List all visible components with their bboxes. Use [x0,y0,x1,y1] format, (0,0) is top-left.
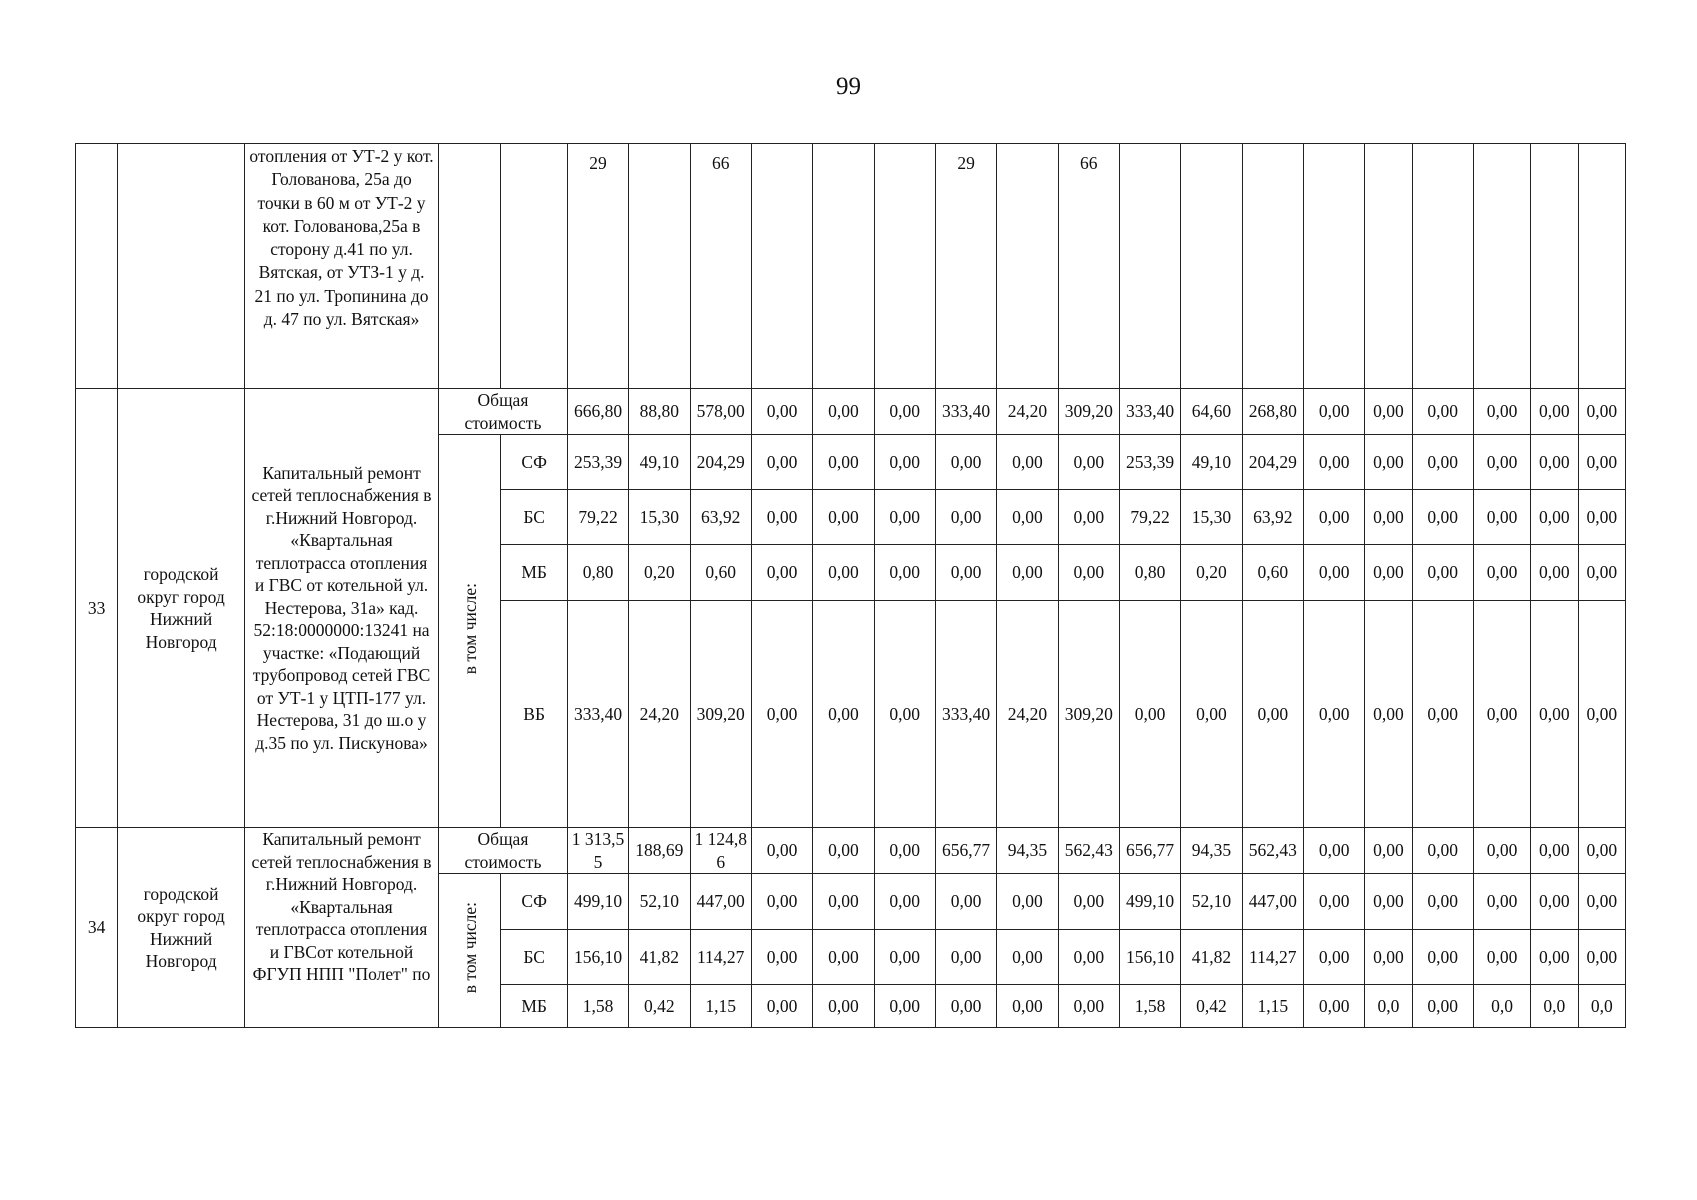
value-cell: 0,00 [1531,874,1578,930]
value-cell: 79,22 [1119,490,1180,545]
value-cell [1531,144,1578,389]
value-cell: 29 [935,144,996,389]
value-cell: 309,20 [690,601,751,828]
value-cell: 447,00 [1242,874,1303,930]
value-cell: 156,10 [567,930,628,985]
municipality-cell: городской округ город Нижний Новгород [118,389,245,828]
value-cell: 0,80 [1119,545,1180,601]
value-cell: 66 [690,144,751,389]
in-total-label: в том числе: [459,582,480,674]
value-cell: 666,80 [567,389,628,435]
value-cell: 656,77 [935,828,996,874]
table-row [76,828,1626,874]
value-cell [1181,144,1242,389]
value-cell [1242,144,1303,389]
value-cell: 0,00 [1412,389,1473,435]
value-cell: 0,20 [629,545,690,601]
municipality-cell: городской округ город Нижний Новгород [118,828,245,1028]
value-cell: 204,29 [1242,435,1303,490]
value-cell: 0,00 [1119,601,1180,828]
value-cell: 0,00 [935,985,996,1028]
value-cell: 0,00 [1365,828,1412,874]
value-cell: 79,22 [567,490,628,545]
value-cell: 0,00 [935,435,996,490]
value-cell: 0,00 [1303,545,1364,601]
value-cell: 0,00 [1058,985,1119,1028]
value-cell: 0,00 [874,930,935,985]
value-cell: 0,00 [1412,601,1473,828]
project-description: Капитальный ремонт сетей теплоснабжения в г.Нижний Новгород. «Квартальная теплотрасса отопления и ГВС от котельной ул. Нестерова, 31а» кад. 52:18:0000000:13241 на участке: «Подающий трубопровод сетей ГВС от УТ-1 у ЦТП-177 ул. Нестерова, 31 до ш.о у д.35 по ул. Пискунова» [244,389,438,828]
value-cell: 0,00 [1303,874,1364,930]
value-cell: 49,10 [1181,435,1242,490]
value-cell: 0,00 [1303,435,1364,490]
value-cell: 0,00 [1531,389,1578,435]
value-cell: 0,00 [751,985,812,1028]
value-cell: 0,60 [1242,545,1303,601]
value-cell: 0,00 [1242,601,1303,828]
funding-source-label: ВБ [501,601,567,828]
value-cell: 0,00 [1473,545,1530,601]
value-cell: 1 313,55 [567,828,628,874]
page-number: 99 [836,73,861,100]
value-cell: 0,00 [1058,435,1119,490]
value-cell: 578,00 [690,389,751,435]
value-cell: 1,15 [690,985,751,1028]
funding-source-label: СФ [501,874,567,930]
value-cell: 0,00 [1473,874,1530,930]
value-cell: 656,77 [1119,828,1180,874]
value-cell: 0,00 [1303,828,1364,874]
source-label-cell [501,144,567,389]
value-cell: 0,00 [997,985,1058,1028]
value-cell: 0,00 [1578,930,1626,985]
value-cell: 0,00 [813,874,874,930]
value-cell: 156,10 [1119,930,1180,985]
value-cell: 0,00 [751,828,812,874]
value-cell: 0,00 [1412,490,1473,545]
funding-source-label: МБ [501,545,567,601]
value-cell: 0,00 [935,545,996,601]
value-cell: 0,0 [1365,985,1412,1028]
value-cell: 0,00 [1531,601,1578,828]
value-cell: 0,00 [1531,435,1578,490]
value-cell: 0,0 [1578,985,1626,1028]
value-cell: 0,00 [1365,874,1412,930]
in-total-label: в том числе: [459,902,480,994]
value-cell: 0,00 [1412,874,1473,930]
value-cell: 0,00 [1058,490,1119,545]
value-cell: 0,00 [813,389,874,435]
value-cell: 204,29 [690,435,751,490]
row-number-cell: 33 [76,389,118,828]
value-cell: 333,40 [1119,389,1180,435]
value-cell [1412,144,1473,389]
value-cell [1365,144,1412,389]
value-cell: 0,00 [1181,601,1242,828]
value-cell: 0,00 [1303,601,1364,828]
table-row [76,144,1626,389]
value-cell: 0,00 [751,545,812,601]
value-cell: 0,00 [874,389,935,435]
value-cell: 52,10 [1181,874,1242,930]
project-description [244,144,438,389]
value-cell [1303,144,1364,389]
value-cell: 0,00 [1365,545,1412,601]
value-cell: 0,00 [1473,828,1530,874]
value-cell: 268,80 [1242,389,1303,435]
funding-source-label: БС [501,930,567,985]
value-cell: 63,92 [690,490,751,545]
value-cell [813,144,874,389]
value-cell: 0,00 [1303,930,1364,985]
value-cell: 0,60 [690,545,751,601]
value-cell: 0,00 [1412,828,1473,874]
value-cell: 253,39 [1119,435,1180,490]
value-cell: 94,35 [1181,828,1242,874]
value-cell: 0,00 [1412,545,1473,601]
value-cell: 0,00 [1058,874,1119,930]
value-cell: 0,00 [1473,389,1530,435]
table-row [76,389,1626,435]
value-cell: 0,00 [751,930,812,985]
value-cell: 562,43 [1058,828,1119,874]
value-cell: 15,30 [629,490,690,545]
value-cell: 29 [567,144,628,389]
value-cell: 0,00 [751,874,812,930]
value-cell: 0,00 [1365,490,1412,545]
value-cell: 0,00 [813,490,874,545]
value-cell [1119,144,1180,389]
value-cell: 41,82 [629,930,690,985]
value-cell: 309,20 [1058,389,1119,435]
value-cell: 49,10 [629,435,690,490]
value-cell: 0,20 [1181,545,1242,601]
value-cell: 0,00 [874,828,935,874]
value-cell: 333,40 [935,601,996,828]
value-cell [1473,144,1530,389]
value-cell: 66 [1058,144,1119,389]
value-cell: 0,00 [1365,930,1412,985]
value-cell: 499,10 [1119,874,1180,930]
value-cell: 499,10 [567,874,628,930]
value-cell: 64,60 [1181,389,1242,435]
total-cost-label: Общая стоимость [439,389,568,435]
value-cell: 0,00 [751,490,812,545]
value-cell: 63,92 [1242,490,1303,545]
value-cell: 41,82 [1181,930,1242,985]
cost-label-cell [439,144,501,389]
value-cell: 0,00 [813,601,874,828]
value-cell: 447,00 [690,874,751,930]
value-cell: 0,00 [813,435,874,490]
value-cell: 52,10 [629,874,690,930]
value-cell: 0,00 [1578,435,1626,490]
value-cell: 0,00 [997,930,1058,985]
value-cell: 0,00 [1473,490,1530,545]
value-cell: 0,00 [1531,930,1578,985]
value-cell: 0,00 [1531,490,1578,545]
value-cell: 0,00 [874,874,935,930]
value-cell: 0,00 [1473,435,1530,490]
value-cell: 0,00 [1578,490,1626,545]
value-cell: 0,00 [874,545,935,601]
value-cell: 24,20 [997,601,1058,828]
value-cell: 0,00 [935,490,996,545]
value-cell: 0,00 [813,985,874,1028]
value-cell: 0,00 [1365,601,1412,828]
value-cell: 0,00 [1365,435,1412,490]
value-cell: 0,00 [997,490,1058,545]
value-cell: 0,00 [1412,435,1473,490]
value-cell: 0,00 [751,601,812,828]
value-cell [874,144,935,389]
value-cell: 88,80 [629,389,690,435]
value-cell: 1 124,86 [690,828,751,874]
value-cell: 0,00 [1473,601,1530,828]
value-cell [1578,144,1626,389]
value-cell: 0,0 [1473,985,1530,1028]
value-cell: 0,00 [1578,601,1626,828]
value-cell: 0,00 [1058,930,1119,985]
value-cell: 333,40 [567,601,628,828]
value-cell: 0,00 [874,490,935,545]
value-cell: 0,00 [1365,389,1412,435]
value-cell: 1,58 [567,985,628,1028]
in-total-label-cell [439,435,501,828]
value-cell: 0,00 [813,545,874,601]
value-cell: 0,00 [1578,828,1626,874]
value-cell: 309,20 [1058,601,1119,828]
value-cell: 0,00 [751,389,812,435]
funding-source-label: МБ [501,985,567,1028]
value-cell: 0,00 [1531,828,1578,874]
value-cell [751,144,812,389]
value-cell: 0,00 [813,930,874,985]
value-cell: 114,27 [690,930,751,985]
value-cell: 0,00 [874,435,935,490]
project-description: Капитальный ремонт сетей теплоснабжения в г.Нижний Новгород. «Квартальная теплотрасса отопления и ГВСот котельной ФГУП НПП "Полет" по [244,828,438,1028]
value-cell: 15,30 [1181,490,1242,545]
value-cell: 114,27 [1242,930,1303,985]
value-cell: 0,00 [1412,985,1473,1028]
value-cell: 1,15 [1242,985,1303,1028]
value-cell: 0,00 [935,930,996,985]
municipality-cell [118,144,245,389]
value-cell: 0,0 [1531,985,1578,1028]
value-cell: 0,00 [1412,930,1473,985]
value-cell [997,144,1058,389]
value-cell: 0,00 [1473,930,1530,985]
value-cell: 0,00 [813,828,874,874]
value-cell: 0,80 [567,545,628,601]
value-cell: 0,00 [935,874,996,930]
value-cell: 0,42 [1181,985,1242,1028]
value-cell: 0,00 [997,874,1058,930]
value-cell: 333,40 [935,389,996,435]
value-cell: 0,00 [997,435,1058,490]
in-total-label-cell [439,874,501,1028]
total-cost-label: Общая стоимость [439,828,568,874]
value-cell: 253,39 [567,435,628,490]
row-number-cell: 34 [76,828,118,1028]
value-cell: 0,00 [1578,874,1626,930]
value-cell: 94,35 [997,828,1058,874]
value-cell: 188,69 [629,828,690,874]
value-cell: 24,20 [997,389,1058,435]
value-cell: 0,00 [874,985,935,1028]
value-cell: 0,00 [997,545,1058,601]
funding-source-label: СФ [501,435,567,490]
project-description-text: отопления от УТ-2 у кот. Голованова, 25а до точки в 60 м от УТ-2 у кот. Голованова,25а в сторону д.41 по ул. Вятская, от УТЗ-1 у д. 21 по ул. Тропинина до д. 47 по ул. Вятская» [249,146,434,330]
value-cell: 24,20 [629,601,690,828]
funding-table [75,143,1626,1028]
value-cell: 1,58 [1119,985,1180,1028]
value-cell: 0,00 [1578,545,1626,601]
row-number-cell [76,144,118,389]
value-cell: 0,00 [874,601,935,828]
value-cell: 0,42 [629,985,690,1028]
value-cell: 562,43 [1242,828,1303,874]
value-cell: 0,00 [1303,985,1364,1028]
value-cell [629,144,690,389]
value-cell: 0,00 [751,435,812,490]
value-cell: 0,00 [1531,545,1578,601]
value-cell: 0,00 [1578,389,1626,435]
value-cell: 0,00 [1058,545,1119,601]
value-cell: 0,00 [1303,389,1364,435]
funding-source-label: БС [501,490,567,545]
value-cell: 0,00 [1303,490,1364,545]
